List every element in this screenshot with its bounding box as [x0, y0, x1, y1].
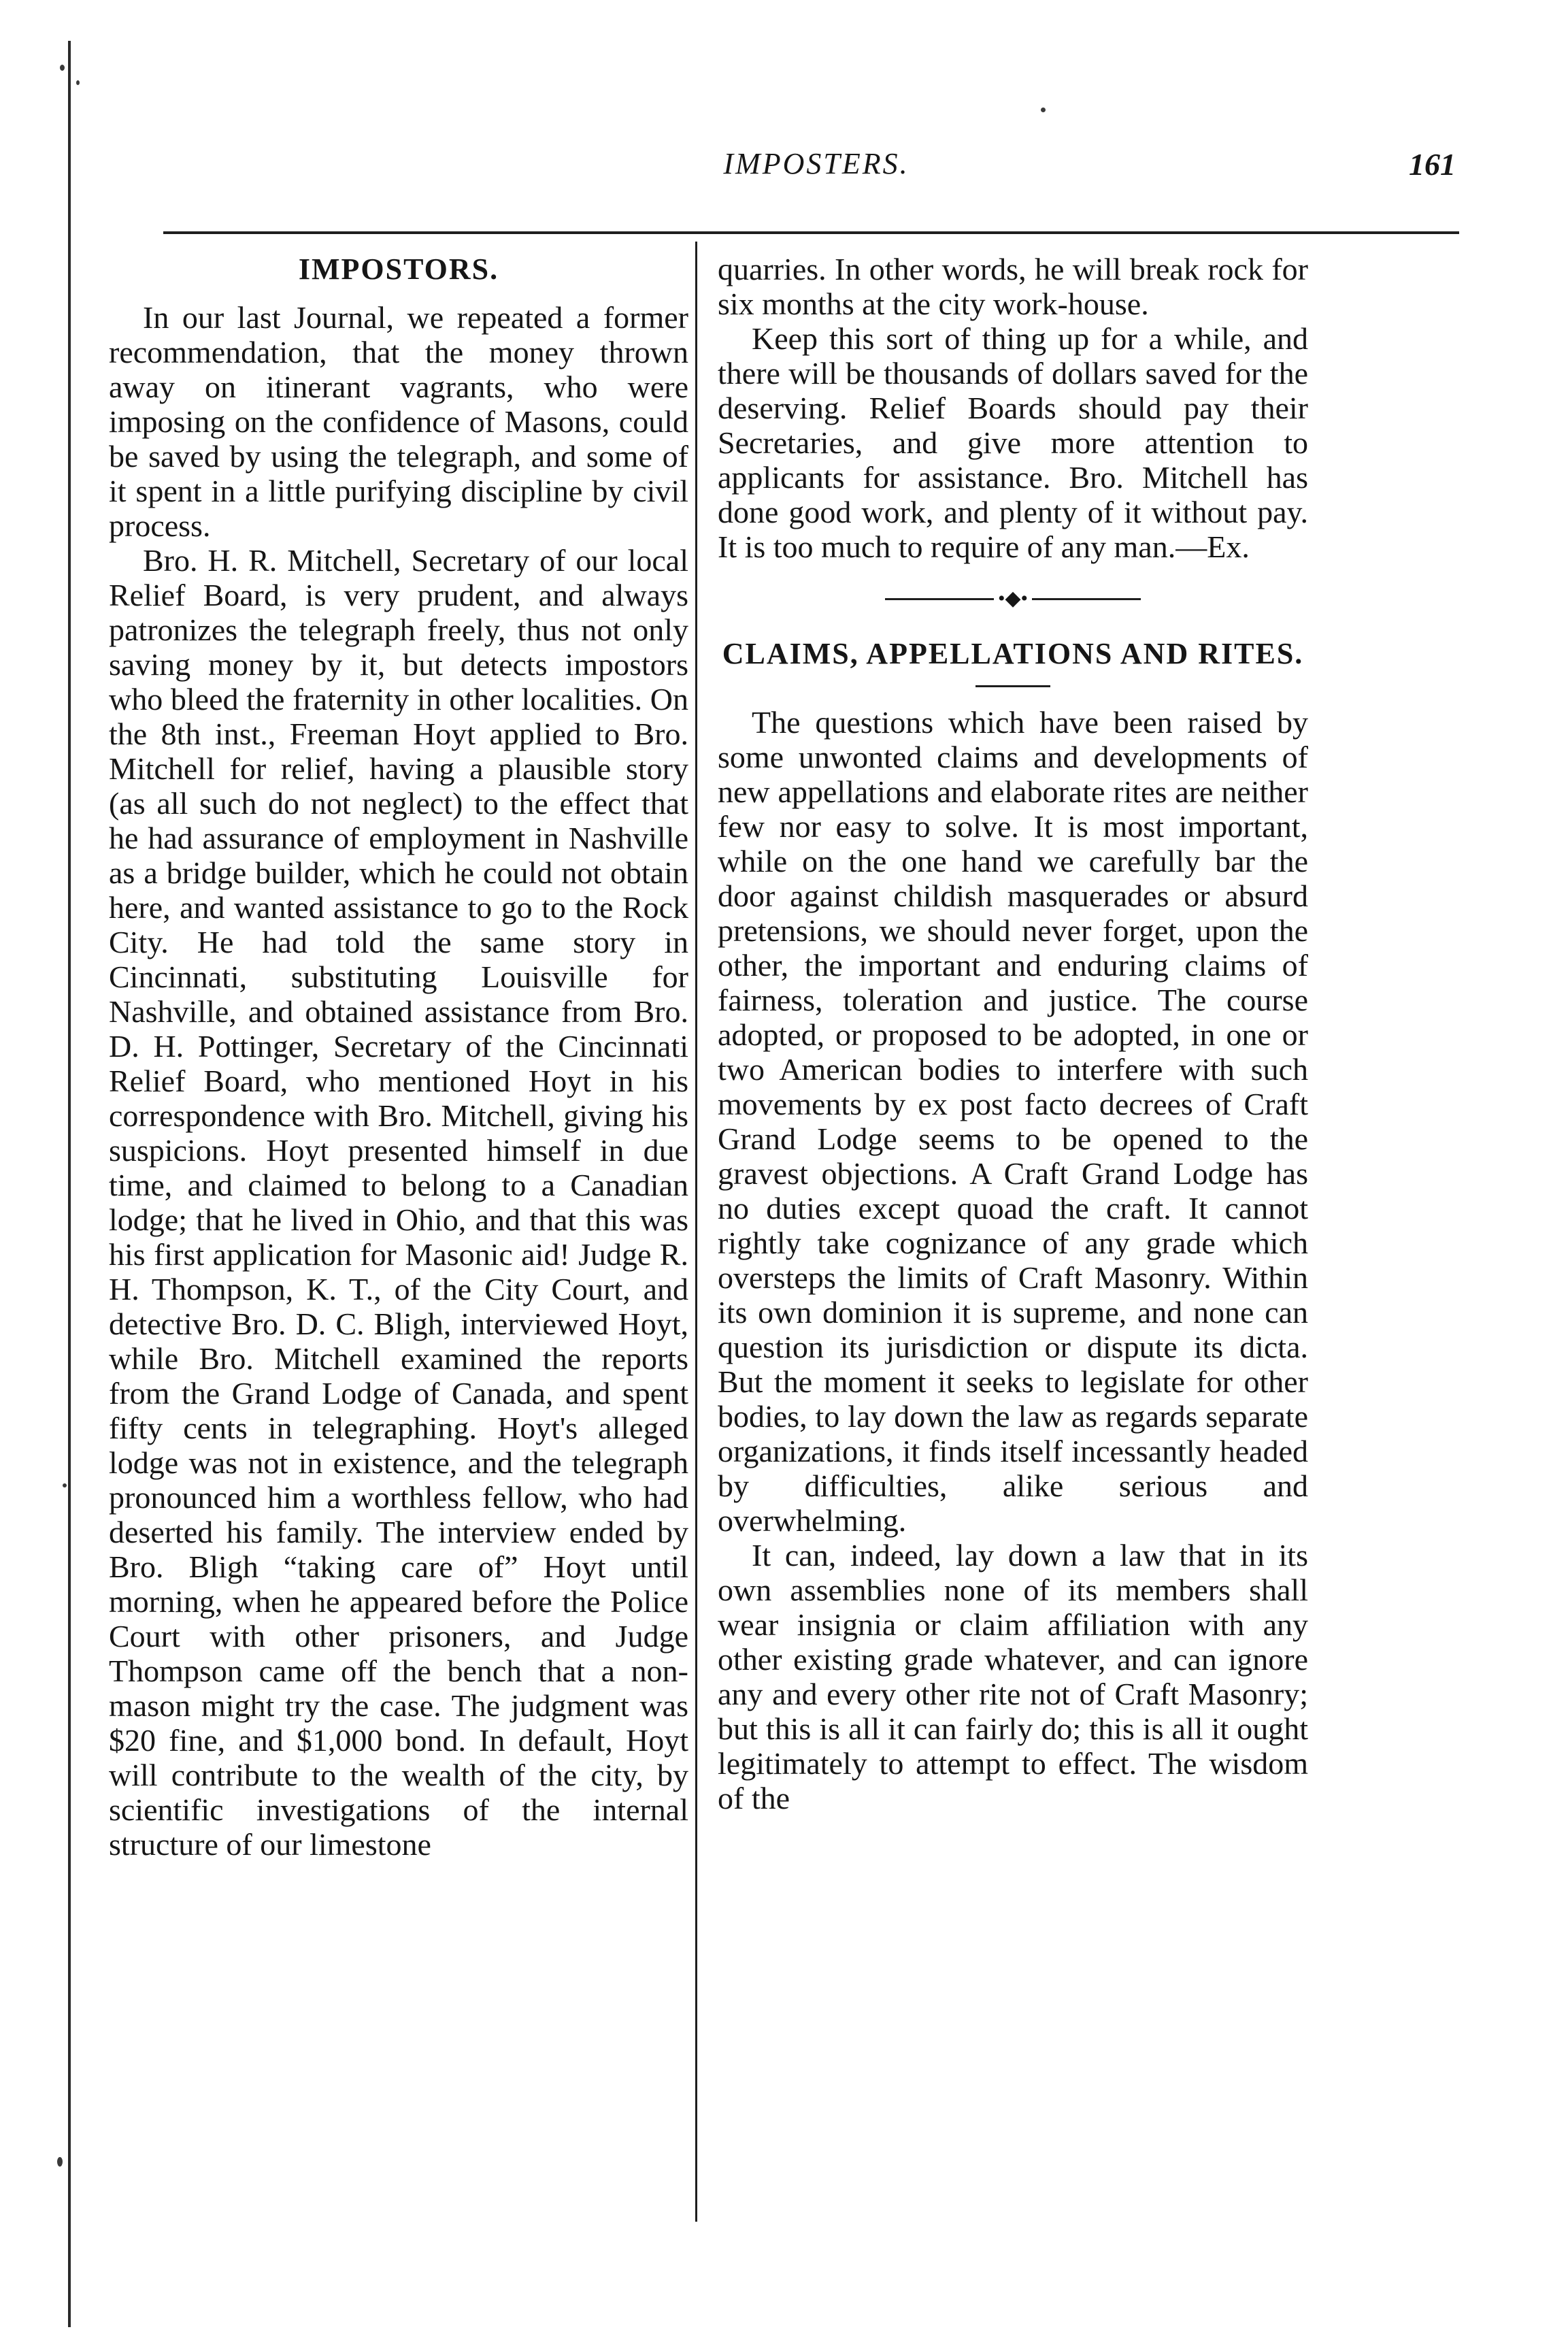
article-paragraph: Bro. H. R. Mitchell, Secretary of our local Relief Board, is very prudent, and always patronizes the telegraph freely, thus not only saving money by it, but detects impostors who bleed the fraternity in other localities. On the 8th inst., Freeman Hoyt applied to Bro. Mitchell for relief, having a plausible story (as all such do not neglect) to the effect that he had assurance of employment in Nashville as a bridge builder, which he could not obtain here, and wanted assistance to go to the Rock City. He had told the same story in Cincinnati, substituting Louisville for Nashville, and obtained assistance from Bro. D. H. Pottinger, Secretary of the Cincinnati Relief Board, who mentioned Hoyt in his correspondence with Bro. Mitchell, giving his suspicions. Hoyt presented himself in due time, and claimed to belong to a Canadian lodge; that he lived in Ohio, and that this was his first application for Masonic aid! Judge R. H. Thompson, K. T., of the City Court, and detective Bro. D. C. Bligh, interviewed Hoyt, while Bro. Mitchell examined the reports from the Grand Lodge of Canada, and spent fifty cents in telegraphing. Hoyt's alleged lodge was not in existence, and the telegraph pronounced him a worthless fellow, who had deserted his family. The interview ended by Bro. Bligh “taking care of” Hoyt until morning, when he appeared before the Police Court with other prisoners, and Judge Thompson came off the bench that a non-mason might try the case. The judgment was $20 fine, and $1,000 bond. In default, Hoyt will contribute to the wealth of the city, by scientific investigations of the internal structure of our limestone — [109, 543, 688, 1862]
article-paragraph: It can, indeed, lay down a law that in its own assemblies none of its members shall wear insignia or claim affiliation with any other existing grade whatever, and can ignore any and every other rite not of Craft Masonry; but this is all it can fairly do; this is all it ought legitimately to attempt to effect. The wisdom of the — [718, 1538, 1308, 1816]
article-paragraph: Keep this sort of thing up for a while, and there will be thousands of dollars saved for the deserving. Relief Boards should pay their Secretaries, and give more attention to applicants for assistance. Bro. Mitchell has done good work, and plenty of it without pay. It is too much to require of any man.—Ex. — [718, 321, 1308, 564]
column-divider — [695, 242, 697, 2222]
heading-underline — [975, 685, 1050, 687]
ornament-rule-right — [1032, 598, 1141, 600]
section-ornament — [718, 587, 1308, 609]
left-column — [109, 252, 688, 1862]
article-heading: IMPOSTORS. — [298, 252, 499, 286]
ornament-glyph: •◆• — [997, 587, 1029, 610]
page-number: 161 — [1409, 147, 1456, 182]
ornament-rule-left — [885, 598, 994, 600]
margin-speck — [57, 2157, 63, 2167]
right-column — [718, 252, 1308, 1815]
margin-speck — [60, 65, 65, 71]
header-rule — [163, 231, 1459, 234]
margin-speck — [1041, 108, 1046, 112]
margin-speck — [63, 1483, 67, 1487]
article-heading: CLAIMS, APPELLATIONS AND RITES. — [722, 637, 1304, 671]
article-paragraph: In our last Journal, we repeated a former recommendation, that the money thrown away on itinerant vagrants, who were imposing on the confidence of Masons, could be saved by using the telegraph, and some of it spent in a little purifying discipline by civil process. — [109, 300, 688, 543]
margin-speck — [76, 80, 80, 85]
binding-margin-rule — [68, 41, 71, 2327]
article-paragraph: The questions which have been raised by some unwonted claims and developments of new appellations and elaborate rites are neither few nor easy to solve. It is most important, while on the one hand we carefully bar the door against childish masquerades or absurd pretensions, we should never forget, upon the other, the important and enduring claims of fairness, toleration and justice. The course adopted, or proposed to be adopted, in one or two American bodies to interfere with such movements by ex post facto decrees of Craft Grand Lodge seems to be opened to the gravest objections. A Craft Grand Lodge has no duties except quoad the craft. It cannot rightly take cognizance of any grade which oversteps the limits of Craft Masonry. Within its own dominion it is supreme, and none can question its jurisdiction or dispute its dicta. But the moment it seeks to legislate for other bodies, to lay down the law as regards separate organizations, it finds itself incessantly headed by difficulties, alike serious and overwhelming. — [718, 705, 1308, 1539]
page-header — [109, 146, 1524, 201]
running-head: IMPOSTERS. — [723, 147, 910, 180]
continued-paragraph: quarries. In other words, he will break rock for six months at the city work-house. — [718, 252, 1308, 321]
